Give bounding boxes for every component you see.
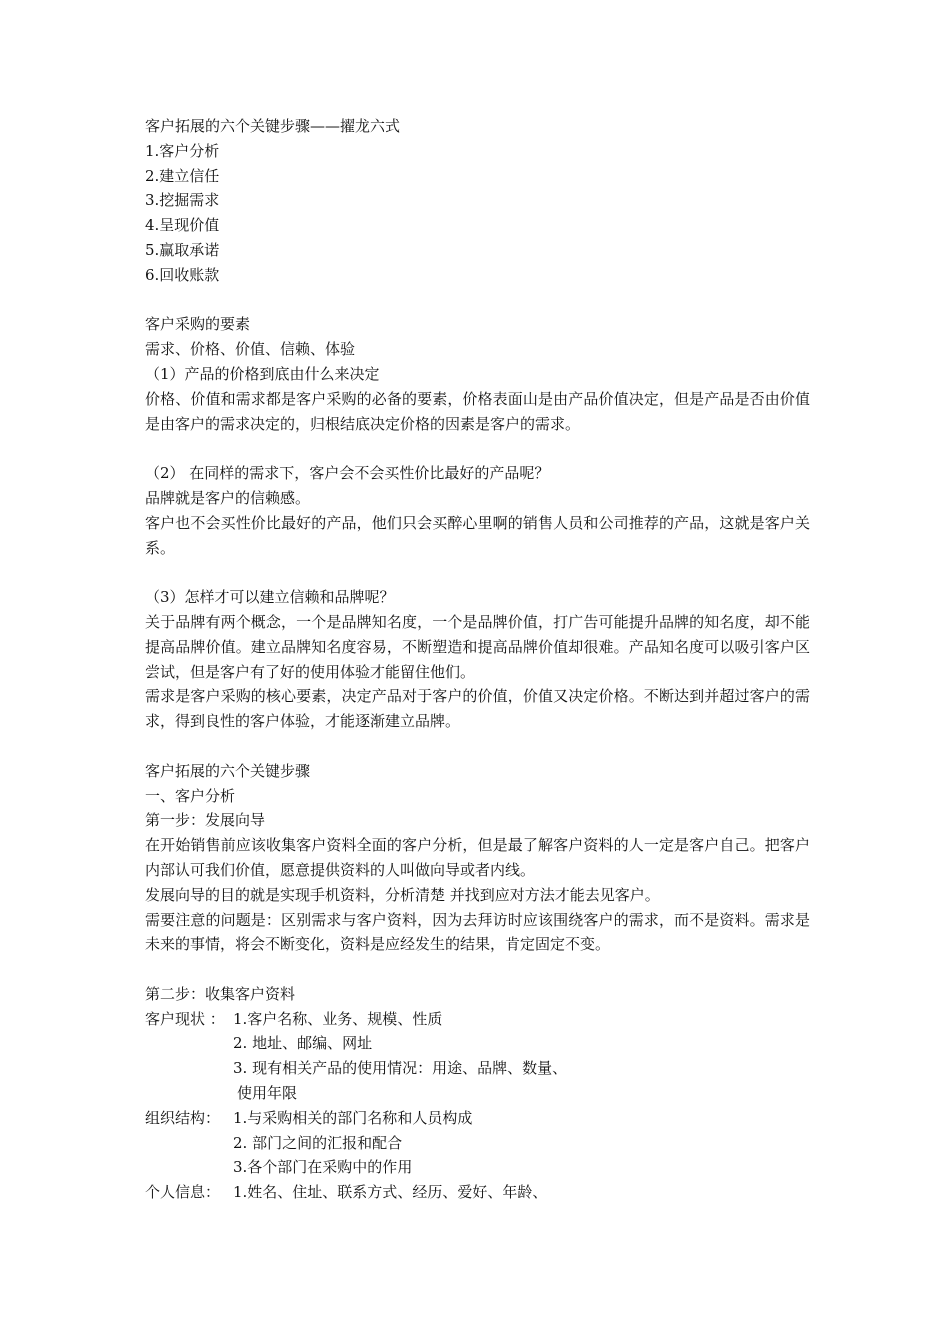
answer-3-paragraph-2: 需求是客户采购的核心要素，决定产品对于客户的价值，价值又决定价格。不断达到并超过客户的需求，得到良性的客户体验，才能逐渐建立品牌。 <box>145 687 810 731</box>
answer-2-line-1: 品牌就是客户的信赖感。 <box>145 488 311 507</box>
spacer <box>145 734 810 759</box>
question-1: （1）产品的价格到底由什么来决定 <box>145 364 380 383</box>
status-row <box>145 1007 810 1032</box>
section-heading: 客户拓展的六个关键步骤 <box>145 761 311 780</box>
section-heading: 客户采购的要素 <box>145 315 251 334</box>
document-body <box>145 114 810 1205</box>
step-2-title: 第二步：收集客户资料 <box>145 984 296 1003</box>
step-item: 1.客户分析 <box>145 141 220 160</box>
spacer <box>145 288 810 313</box>
step-1-paragraph-2: 发展向导的目的就是实现手机资料，分析清楚 并找到应对方法才能去见客户。 <box>145 885 660 904</box>
step-item: 4.呈现价值 <box>145 216 220 235</box>
status-label: 客户现状 ： <box>145 1009 225 1028</box>
org-item: 3.各个部门在采购中的作用 <box>233 1158 413 1177</box>
step-item: 3.挖掘需求 <box>145 191 220 210</box>
status-item: 1.客户名称、业务、规模、性质 <box>233 1009 443 1028</box>
answer-1: 价格、价值和需求都是客户采购的必备的要素，价格表面山是由产品价值决定，但是产品是否由价值是由客户的需求决定的，归根结底决定价格的因素是客户的需求。 <box>145 389 810 433</box>
question-3: （3）怎样才可以建立信赖和品牌呢？ <box>145 588 395 607</box>
spacer <box>145 560 810 585</box>
personal-row <box>145 1180 810 1205</box>
org-label: 组织结构： <box>145 1108 221 1127</box>
status-item: 3. 现有相关产品的使用情况：用途、品牌、数量、 <box>233 1059 568 1078</box>
status-item: 2. 地址、邮编、网址 <box>233 1034 373 1053</box>
personal-item: 1.姓名、住址、联系方式、经历、爱好、年龄、 <box>233 1183 548 1202</box>
doc-title: 客户拓展的六个关键步骤——擢龙六式 <box>145 117 401 135</box>
answer-3-paragraph-1: 关于品牌有两个概念，一个是品牌知名度，一个是品牌价值，打广告可能提升品牌的知名度，却不能提高品牌价值。建立品牌知名度容易，不断塑造和提高品牌价值却很难。产品知名度可以吸引客户区尝试，但是客户有了好的使用体验才能留住他们。 <box>145 612 810 681</box>
question-2: （2） 在同样的需求下，客户会不会买性价比最好的产品呢？ <box>145 464 550 483</box>
status-item-continued: 使用年限 <box>237 1084 298 1103</box>
subsection-heading: 一、客户分析 <box>145 786 236 805</box>
org-item: 1.与采购相关的部门名称和人员构成 <box>233 1108 473 1127</box>
step-1-paragraph-1: 在开始销售前应该收集客户资料全面的客户分析，但是最了解客户资料的人一定是客户自己。把客户内部认可我们价值，愿意提供资料的人叫做向导或者内线。 <box>145 836 810 879</box>
step-1-title: 第一步：发展向导 <box>145 811 266 830</box>
org-item: 2. 部门之间的汇报和配合 <box>233 1133 403 1152</box>
spacer <box>145 957 810 982</box>
element-list: 需求、价格、价值、信赖、体验 <box>145 340 356 359</box>
personal-label: 个人信息： <box>145 1183 221 1202</box>
step-item: 2.建立信任 <box>145 166 220 185</box>
answer-2-paragraph: 客户也不会买性价比最好的产品，他们只会买醉心里啊的销售人员和公司推荐的产品，这就是客户关系。 <box>145 513 810 557</box>
spacer <box>145 436 810 461</box>
org-row <box>145 1106 810 1131</box>
step-item: 6.回收账款 <box>145 265 220 284</box>
step-1-paragraph-3: 需要注意的问题是：区别需求与客户资料，因为去拜访时应该围绕客户的需求，而不是资料。需求是未来的事情，将会不断变化，资料是应经发生的结果，肯定固定不变。 <box>145 910 810 954</box>
step-item: 5.赢取承诺 <box>145 240 220 259</box>
